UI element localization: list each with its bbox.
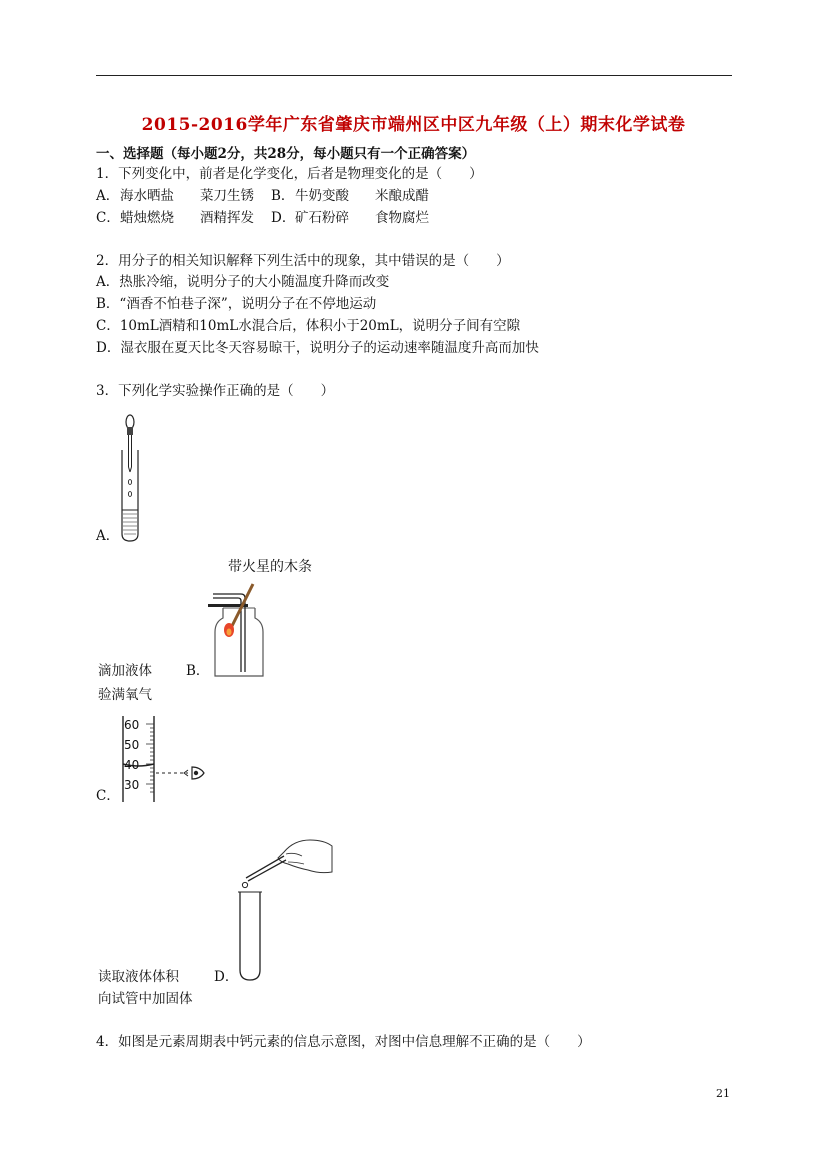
q1-option-b-text2: 米酿成醋 [375, 188, 429, 204]
section-heading: 一、选择题（每小题2分，共28分，每小题只有一个正确答案） [96, 146, 476, 162]
q3-stem: 3．下列化学实验操作正确的是（ ） [96, 383, 335, 399]
gas-bottle-figure [205, 580, 275, 680]
q1-option-c-label: C． [96, 210, 120, 226]
q3-option-b-caption: 验满氧气 [98, 687, 152, 703]
header-rule [96, 75, 732, 76]
q3-option-d-label: D． [214, 969, 239, 985]
exam-title: 2015-2016学年广东省肇庆市端州区中区九年级（上）期末化学试卷 [141, 115, 686, 135]
cylinder-scale-50: 50 [124, 738, 140, 752]
cylinder-scale-30: 30 [124, 778, 140, 792]
q2-option-d: D．湿衣服在夏天比冬天容易晾干，说明分子的运动速率随温度升高而加快 [96, 340, 539, 356]
q1-option-a-text2: 菜刀生锈 [200, 188, 254, 204]
q2-option-b: B．“酒香不怕巷子深”，说明分子在不停地运动 [96, 296, 377, 312]
q2-option-a: A．热胀冷缩，说明分子的大小随温度升降而改变 [96, 274, 390, 290]
cylinder-scale-60: 60 [124, 718, 140, 732]
tweezers-figure [228, 834, 336, 986]
q3-option-a-label: A． [96, 528, 120, 544]
q1-option-b-label: B． [271, 188, 295, 204]
q3-option-a-caption: 滴加液体 [98, 663, 152, 679]
q2-stem: 2．用分子的相关知识解释下列生活中的现象，其中错误的是（ ） [96, 253, 510, 269]
q1-option-a-text1: 海水晒盐 [120, 188, 174, 204]
q1-option-d-label: D． [271, 210, 296, 226]
q3-option-c-caption: 读取液体体积 [98, 969, 179, 985]
q3-option-b-label: B． [186, 663, 210, 679]
splint-label: 带火星的木条 [228, 559, 312, 575]
q3-option-d-caption: 向试管中加固体 [98, 991, 193, 1007]
dropper-figure [112, 412, 152, 544]
q1-option-c-text1: 蜡烛燃烧 [120, 210, 174, 226]
q1-option-a-label: A． [96, 188, 120, 204]
q1-stem: 1．下列变化中，前者是化学变化，后者是物理变化的是（ ） [96, 166, 483, 182]
q3-option-c-label: C． [96, 788, 120, 804]
q4-stem: 4．如图是元素周期表中钙元素的信息示意图，对图中信息理解不正确的是（ ） [96, 1034, 591, 1050]
q1-option-c-text2: 酒精挥发 [200, 210, 254, 226]
q1-option-d-text1: 矿石粉碎 [295, 210, 349, 226]
q2-option-c: C．10mL酒精和10mL水混合后，体积小于20mL，说明分子间有空隙 [96, 318, 521, 334]
cylinder-scale-40: 40 [124, 758, 140, 772]
page-number: 21 [716, 1087, 730, 1100]
q1-option-b-text1: 牛奶变酸 [295, 188, 349, 204]
q1-option-d-text2: 食物腐烂 [375, 210, 429, 226]
